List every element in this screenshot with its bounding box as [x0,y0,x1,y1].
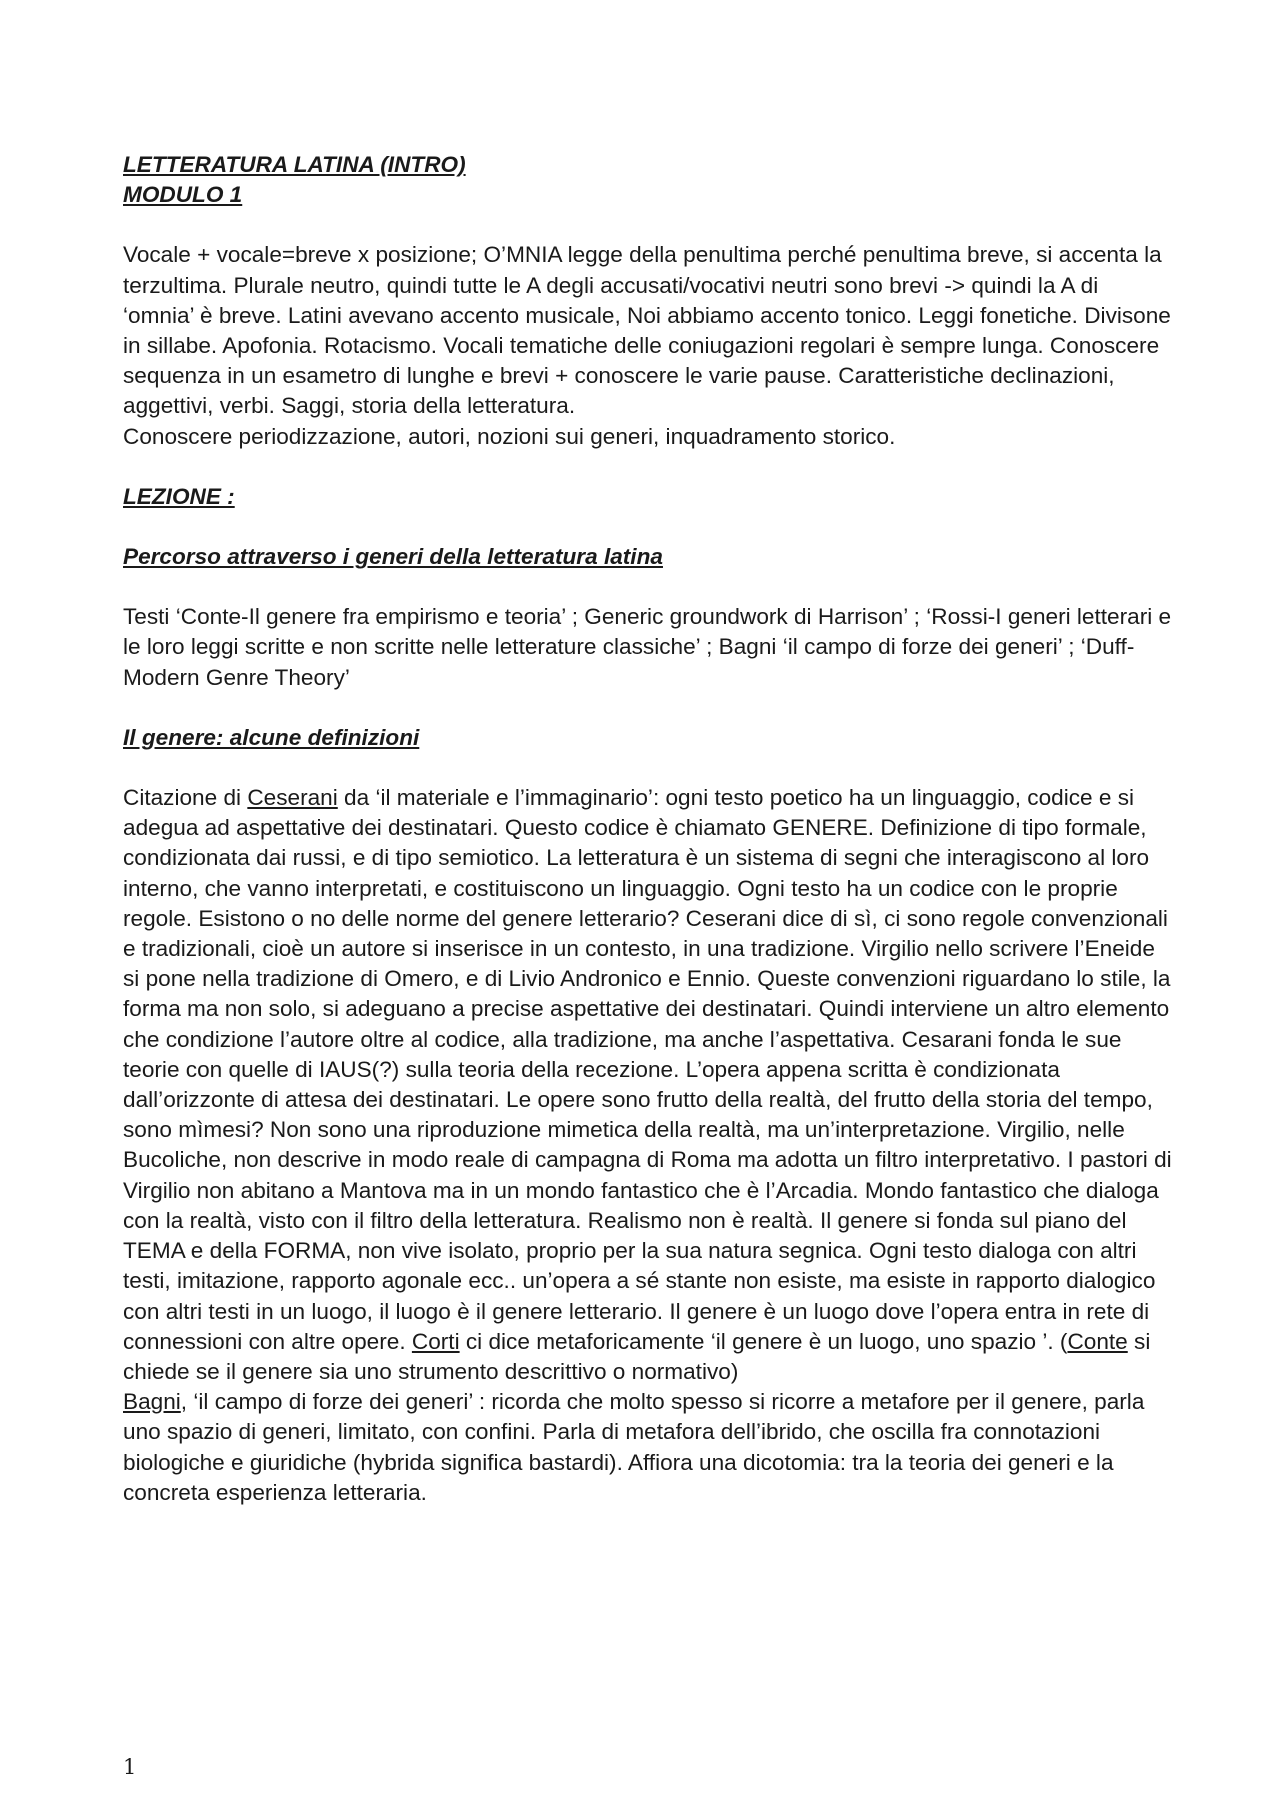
text-span: ci dice metaforicamente ‘il genere è un luogo, uno spazio ’. ( [459,1328,1068,1354]
text-span: Citazione di [123,785,248,811]
percorso-paragraph: Testi ‘Conte-Il genere fra empirismo e teoria’ ; Generic groundwork di Harrison’ ; ‘Rossi-I generi letterari e le loro leggi scritte e non scritte nelle letterature classiche’ ; Bagni ‘il campo di forze dei generi’ ; ‘Duff- Modern Genre Theory’ [123,604,1172,690]
genere-heading: Il genere: alcune definizioni [123,724,420,750]
document-page [123,150,1173,1508]
bagni-paragraph [123,1387,1173,1508]
text-span: da ‘il materiale e l’immaginario’: ogni testo poetico ha un linguaggio, codice e si adegua ad aspettative dei destinatari. Questo codice è chiamato GENERE. Definizione di tipo formale, condizionata dai russi, e di tipo semiotico. La letteratura è un sistema di segni che interagiscono al loro interno, che vanno interpretati, e costituiscono un linguaggio. Ogni testo ha un codice con le proprie regole. Esistono o no delle norme del genere letterario? Ceserani dice di sì, ci sono regole convenzionali e tradizionali, cioè un autore si inserisce in un contesto, in una tradizione. Virgilio nello scrivere l’Eneide si pone nella tradizione di Omero, e di Livio Andronico e Ennio. Queste convenzioni riguardano lo stile, la forma ma non solo, si adeguano a precise aspettative dei destinatari. Quindi interviene un altro elemento che condizione l’autore oltre al codice, alla tradizione, ma anche l’aspettativa. Cesarani fonda le sue teorie con quelle di IAUS(?) sulla teoria della recezione. L’opera appena scritta è condizionata dall’orizzonte di attesa dei destinatari. Le opere sono frutto della realtà, del frutto della storia del tempo, sono mìmesi? Non sono una riproduzione mimetica della realtà, ma un’interpretazione. Virgilio, nelle Bucoliche, non descrive in modo reale di campagna di Roma ma adotta un filtro interpretativo. I pastori di Virgilio non abitano a Mantova ma in un mondo fantastico che è l’Arcadia. Mondo fantastico che dialoga con la realtà, visto con il filtro della letteratura. Realismo non è realtà. Il genere si fonda sul piano del TEMA e della FORMA, non vive isolato, proprio per la sua natura segnica. Ogni testo dialoga con altri testi, imitazione, rapporto agonale ecc.. un’opera a sé stante non esiste, ma esiste in rapporto dialogico con altri testi in un luogo, il luogo è il genere letterario. Il genere è un luogo dove l’opera entra in rete di connessioni con altre opere. [123,785,1172,1354]
author-corti: Corti [411,1328,460,1354]
text-span: , ‘il campo di forze dei generi’ : ricorda che molto spesso si ricorre a metafore per il genere, parla uno spazio di generi, limitato, con confini. Parla di metafora dell’ibrido, che oscilla fra connotazioni biologiche e giuridiche (hybrida significa bastardi). Affiora una dicotomia: tra la teoria dei generi e la concreta esperienza letteraria. [123,1389,1145,1505]
author-bagni: Bagni [123,1389,181,1415]
author-conte: Conte [1067,1328,1128,1354]
module-title: MODULO 1 [123,182,243,208]
text-span: si chiede se il genere sia uno strumento descrittivo o normativo) [123,1328,1151,1384]
author-ceserani: Ceserani [247,785,338,811]
document-title: LETTERATURA LATINA (INTRO) [123,152,466,177]
genere-paragraph [123,783,1173,1387]
intro-paragraph: Vocale + vocale=breve x posizione; O’MNIA legge della penultima perché penultima breve, si accenta la terzultima. Plurale neutro, quindi tutte le A degli accusati/vocativi neutri sono brevi -> quindi la A di ‘omnia’ è breve. Latini avevano accento musicale, Noi abbiamo accento tonico. Leggi fonetiche. Divisone in sillabe. Apofonia. Rotacismo. Vocali tematiche delle coniugazioni regolari è sempre lunga. Conoscere sequenza in un esametro di lunghe e brevi + conoscere le varie pause. Caratteristiche declinazioni, aggettivi, verbi. Saggi, storia della letteratura. [123,242,1171,419]
intro-paragraph-2: Conoscere periodizzazione, autori, nozioni sui generi, inquadramento storico. [123,423,896,449]
lezione-heading: LEZIONE : [123,483,235,509]
page-number: 1 [123,1755,137,1779]
percorso-heading: Percorso attraverso i generi della letteratura latina [123,544,663,570]
